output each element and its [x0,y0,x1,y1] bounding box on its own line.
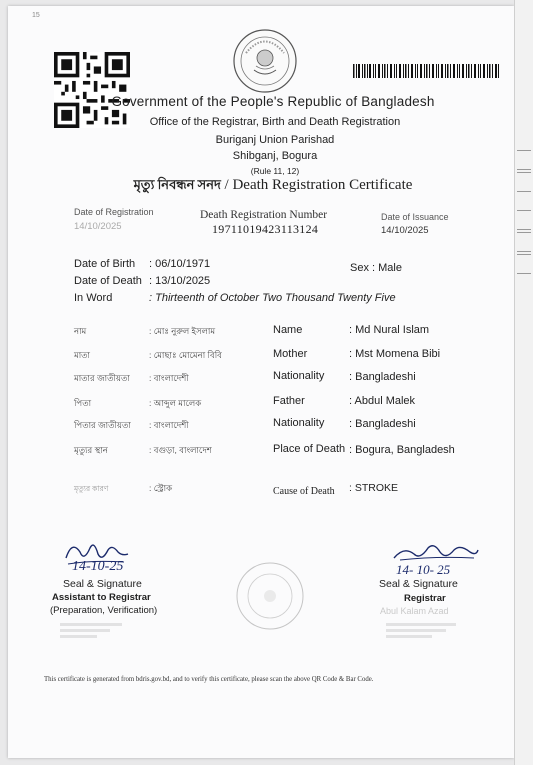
title-separator: / [220,177,233,193]
assistant-signature-date: 14-10-25 [72,559,124,574]
name-label: Name [273,324,303,336]
father-nationality-label: Nationality [273,417,325,429]
registration-date-label: Date of Registration [74,207,154,217]
bn-mother-nationality-value: : বাংলাদেশী [149,373,189,383]
bn-father-value: : আব্দুল মালেক [149,398,202,408]
assistant-role-subtitle: (Preparation, Verification) [50,605,158,616]
death-date-value: : 13/10/2025 [149,275,211,287]
birth-date-label: Date of Birth [74,258,136,270]
bn-place-of-death-label: মৃত্যুর স্থান [74,445,108,455]
issuance-date-value: 14/10/2025 [381,225,429,236]
issuance-date-label: Date of Issuance [381,212,449,222]
father-nationality-value: : Bangladeshi [349,418,416,430]
bn-cause-of-death-label: মৃত্যুর কারণ [74,484,109,493]
registration-number-label: Death Registration Number [200,209,328,221]
location-heading: Shibganj, Bogura [232,150,318,162]
bn-name-label: নাম [74,326,87,336]
in-word-value: : Thirteenth of October Two Thousand Twenty Five [149,292,396,304]
bn-mother-value: : মোছাঃ মোমেনা বিবি [149,350,222,360]
registrar-name: Abul Kalam Azad [380,606,449,616]
in-word-label: In Word [74,292,113,304]
bn-mother-nationality-label: মাতার জাতীয়তা [74,373,130,383]
mother-nationality-value: : Bangladeshi [349,371,416,383]
bn-cause-of-death-value: : স্ট্রোক [149,483,173,493]
assistant-role: Assistant to Registrar [52,592,151,603]
registration-number-value: 19711019423113124 [212,222,319,236]
union-heading: Buriganj Union Parishad [215,134,335,146]
bn-name-value: : মোঃ নুরুল ইসলাম [149,326,216,336]
birth-date-value: : 06/10/1971 [149,258,211,270]
bn-father-nationality-label: পিতার জাতীয়তা [74,420,131,430]
mother-label: Mother [273,348,308,360]
bn-place-of-death-value: : বগুড়া, বাংলাদেশ [149,445,212,455]
cause-of-death-label: Cause of Death [273,486,335,497]
sex-text: Sex : Male [350,262,402,274]
office-heading: Office of the Registrar, Birth and Death Registration [149,116,401,128]
assistant-seal-label: Seal & Signature [63,578,142,590]
registrar-seal-label: Seal & Signature [379,578,458,590]
bn-father-label: পিতা [74,398,92,408]
registrar-faded-stamp [386,620,456,652]
mother-value: : Mst Momena Bibi [349,348,441,360]
name-value: : Md Nural Islam [349,324,430,336]
registrar-role: Registrar [404,593,446,604]
title-bengali: মৃত্যু নিবন্ধন সনদ [133,177,221,192]
mother-nationality-label: Nationality [273,370,325,382]
place-of-death-label: Place of Death [273,443,346,455]
verification-footer-note: This certificate is generated from bdris.gov.bd, and to verify this certificate, please scan the above QR Code & Bar Code. [44,676,374,683]
government-seal-icon [232,28,298,94]
adjacent-page-edge [514,0,533,765]
barcode-icon [353,64,499,78]
cause-of-death-value: : STROKE [349,482,399,494]
bn-mother-label: মাতা [74,350,91,360]
place-of-death-value: : Bogura, Bangladesh [349,444,455,456]
death-date-label: Date of Death [74,275,142,287]
father-value: : Abdul Malek [349,395,416,407]
bn-father-nationality-value: : বাংলাদেশী [149,420,189,430]
assistant-faded-stamp [60,620,122,652]
rule-text: (Rule 11, 12) [250,166,300,176]
father-label: Father [273,395,305,407]
union-seal-stamp-icon [234,560,306,632]
corner-mark: 15 [32,12,40,19]
certificate-title [20,176,526,197]
title-english: Death Registration Certificate [232,177,413,193]
government-heading: Government of the People's Republic of Bangladesh [111,94,435,109]
registration-date-value: 14/10/2025 [74,221,122,232]
registrar-signature-date: 14- 10- 25 [396,562,451,577]
